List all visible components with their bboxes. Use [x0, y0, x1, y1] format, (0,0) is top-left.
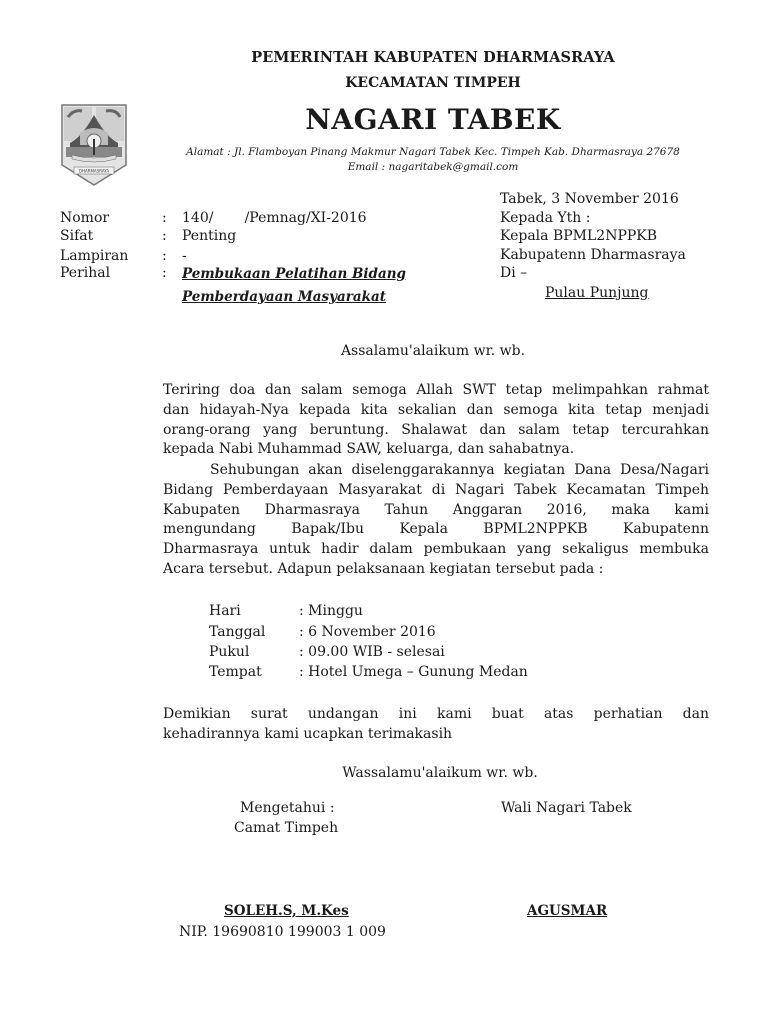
event-label-pukul: Pukul	[209, 644, 250, 660]
sifat-colon: :	[162, 228, 167, 244]
nomor-value: 140/ /Pemnag/XI-2016	[182, 210, 367, 226]
paragraph-line: kepada Nabi Muhammad SAW, keluarga, dan sahabatnya.	[163, 441, 575, 458]
place-date: Tabek, 3 November 2016	[500, 191, 679, 207]
perihal-colon: :	[162, 265, 167, 281]
event-label-tanggal: Tanggal	[209, 624, 266, 640]
recipient-org: Kabupatenn Dharmasraya	[500, 247, 686, 263]
paragraph-line: dan hidayah-Nya kepada kita sekalian dan semoga kita tetap menjadi	[163, 401, 709, 418]
nomor-label: Nomor	[60, 210, 110, 226]
recipient-name: Kepala BPML2NPPKB	[500, 228, 658, 244]
greeting: Assalamu'alaikum wr. wb.	[340, 343, 526, 359]
event-label-tempat: Tempat	[209, 664, 262, 680]
paragraph-line: Acara tersebut. Adapun pelaksanaan kegiatan tersebut pada :	[163, 560, 604, 577]
sig-left-line2: Camat Timpeh	[234, 820, 339, 836]
sifat-value: Penting	[182, 228, 237, 244]
perihal-label: Perihal	[60, 265, 111, 281]
recipient-to: Kepada Yth :	[500, 210, 591, 226]
paragraph-line: Bidang Pemberdayaan Masyarakat di Nagari Tabek Kecamatan Timpeh	[163, 481, 709, 498]
letterhead-address: Alamat : Jl. Flamboyan Pinang Makmur Nagari Tabek Kec. Timpeh Kab. Dharmasraya 27678	[186, 146, 680, 158]
event-value-tempat: : Hotel Umega – Gunung Medan	[299, 664, 528, 680]
lampiran-value: -	[182, 248, 187, 264]
lampiran-colon: :	[162, 248, 167, 264]
perihal-value-line2: Pemberdayaan Masyarakat	[182, 289, 386, 305]
sig-right-name: AGUSMAR	[527, 903, 608, 919]
paragraph-line: Sehubungan akan diselenggarakannya kegiatan Dana Desa/Nagari	[210, 462, 709, 478]
closing-greeting: Wassalamu'alaikum wr. wb.	[342, 765, 538, 781]
logo-text: DHARMASRAYA	[78, 168, 110, 174]
recipient-city: Pulau Punjung	[545, 285, 649, 301]
letterhead-email: Email : nagaritabek@gmail.com	[347, 161, 519, 173]
sig-left-line1: Mengetahui :	[240, 800, 335, 816]
sig-right-line1: Wali Nagari Tabek	[501, 800, 632, 816]
paragraph-line: Dharmasraya untuk hadir dalam pembukaan yang sekaligus membuka	[163, 541, 709, 558]
paragraph-opening	[163, 381, 709, 460]
sifat-label: Sifat	[60, 228, 94, 244]
nomor-colon: :	[162, 210, 167, 226]
letterhead-title: NAGARI TABEK	[305, 103, 561, 136]
event-label-hari: Hari	[209, 603, 241, 619]
paragraph-line: mengundang Bapak/Ibu Kepala BPML2NPPKB Kabupatenn	[163, 521, 709, 538]
paragraph-line: orang-orang yang beruntung. Shalawat dan salam tetap tercurahkan	[163, 421, 709, 438]
event-value-tanggal: : 6 November 2016	[299, 624, 436, 640]
perihal-value-line1: Pembukaan Pelatihan Bidang	[182, 266, 406, 282]
paragraph-line: Demikian surat undangan ini kami buat atas perhatian dan	[163, 706, 709, 722]
paragraph-line: Kabupaten Dharmasraya Tahun Anggaran 2016, maka kami	[163, 501, 709, 518]
sig-left-nip: NIP. 19690810 199003 1 009	[179, 924, 386, 940]
paragraph-invitation	[163, 461, 709, 580]
letterhead-government: PEMERINTAH KABUPATEN DHARMASRAYA	[251, 49, 615, 66]
letterhead-district: KECAMATAN TIMPEH	[345, 75, 521, 91]
paragraph-line: Teriring doa dan salam semoga Allah SWT tetap melimpahkan rahmat	[163, 382, 709, 398]
event-value-pukul: : 09.00 WIB - selesai	[299, 644, 445, 660]
paragraph-closing	[163, 705, 709, 745]
paragraph-line: kehadirannya kami ucapkan terimakasih	[163, 725, 453, 742]
event-value-hari: : Minggu	[299, 603, 363, 619]
sig-left-name: SOLEH.S, M.Kes	[224, 903, 349, 919]
recipient-di: Di –	[500, 265, 528, 281]
lampiran-label: Lampiran	[60, 248, 129, 264]
